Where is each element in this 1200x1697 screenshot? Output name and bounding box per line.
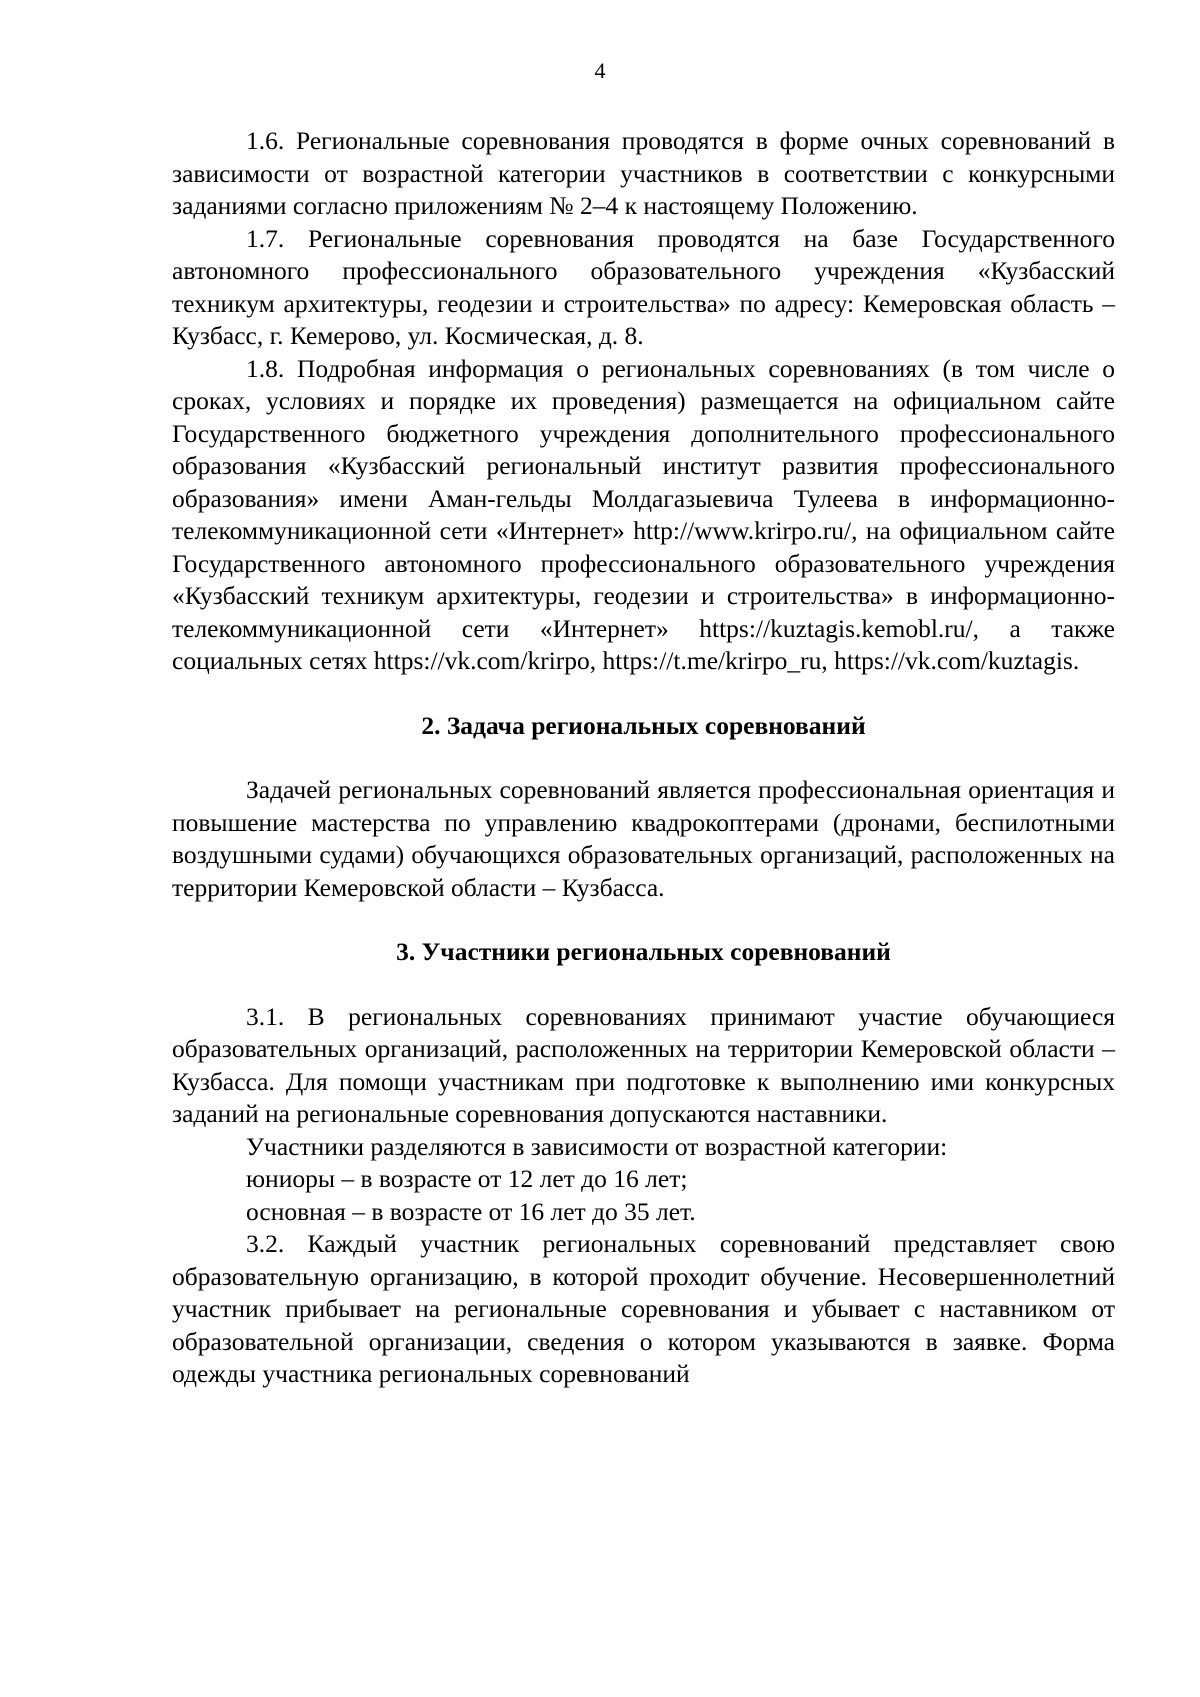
paragraph-3-1: 3.1. В региональных соревнованиях принимают участие обучающиеся образовательных организаций, расположенных на территории Кемеровской области – Кузбасса. Для помощи участникам при подготовке к выполнению ими конкурсных заданий на региональные соревнования допускаются наставники. [172,1001,1115,1128]
section-2-heading: 2. Задача региональных соревнований [421,710,866,740]
page-number: 4 [594,58,606,83]
paragraph-1-8: 1.8. Подробная информация о региональных соревнованиях (в том числе о сроках, условиях и порядке их проведения) размещается на официальном сайте Государственного бюджетного учреждения дополнительного профессионального образования «Кузбасский региональный институт развития профессионального образования» имени Аман-гельды Молдагазыевича Тулеева в информационно-телекоммуникационной сети «Интернет» http://www.krirpo.ru/, на официальном сайте Государственного автономного профессионального образовательного учреждения «Кузбасский техникум архитектуры, геодезии и строительства» в информационно-телекоммуникационной сети «Интернет» https://kuztagis.kemobl.ru/, а также социальных сетях https://vk.com/krirpo, https://t.me/krirpo_ru, https://vk.com/kuztagis. [172,353,1115,675]
paragraph-main-category: основная – в возрасте от 16 лет до 35 лет. [246,1196,696,1226]
spacer [172,678,1115,710]
section-2-paragraph: Задачей региональных соревнований является профессиональная ориентация и повышение мастерства по управлению квадрокоптерами (дронами, беспилотными воздушными судами) обучающихся образовательных организаций, расположенных на территории Кемеровской области – Кузбасса. [172,775,1115,902]
paragraph-3-2: 3.2. Каждый участник региональных соревнований представляет свою образовательную организацию, в которой проходит обучение. Несовершеннолетний участник прибывает на региональные соревнования и убывает с наставником от образовательной организации, сведения о котором указываются в заявке. Форма одежды участника региональных соревнований [172,1229,1115,1388]
paragraph-1-7: 1.7. Региональные соревнования проводятся на базе Государственного автономного профессионального образовательного учреждения «Кузбасский техникум архитектуры, геодезии и строительства» по адресу: Кемеровская область – Кузбасс, г. Кемерово, ул. Космическая, д. 8. [172,223,1115,350]
spacer [172,969,1115,1001]
paragraph-juniors: юниоры – в возрасте от 12 лет до 16 лет; [246,1164,688,1193]
spacer [172,904,1115,936]
spacer [172,742,1115,774]
paragraph-1-6: 1.6. Региональные соревнования проводятся в форме очных соревнований в зависимости от возрастной категории участников в соответствии с конкурсными заданиями согласно приложениям № 2–4 к настоящему Положению. [172,126,1115,220]
section-3-heading: 3. Участники региональных соревнований [396,937,891,966]
paragraph-age-categories: Участники разделяются в зависимости от возрастной категории: [246,1131,948,1161]
document-body [172,125,1115,1391]
